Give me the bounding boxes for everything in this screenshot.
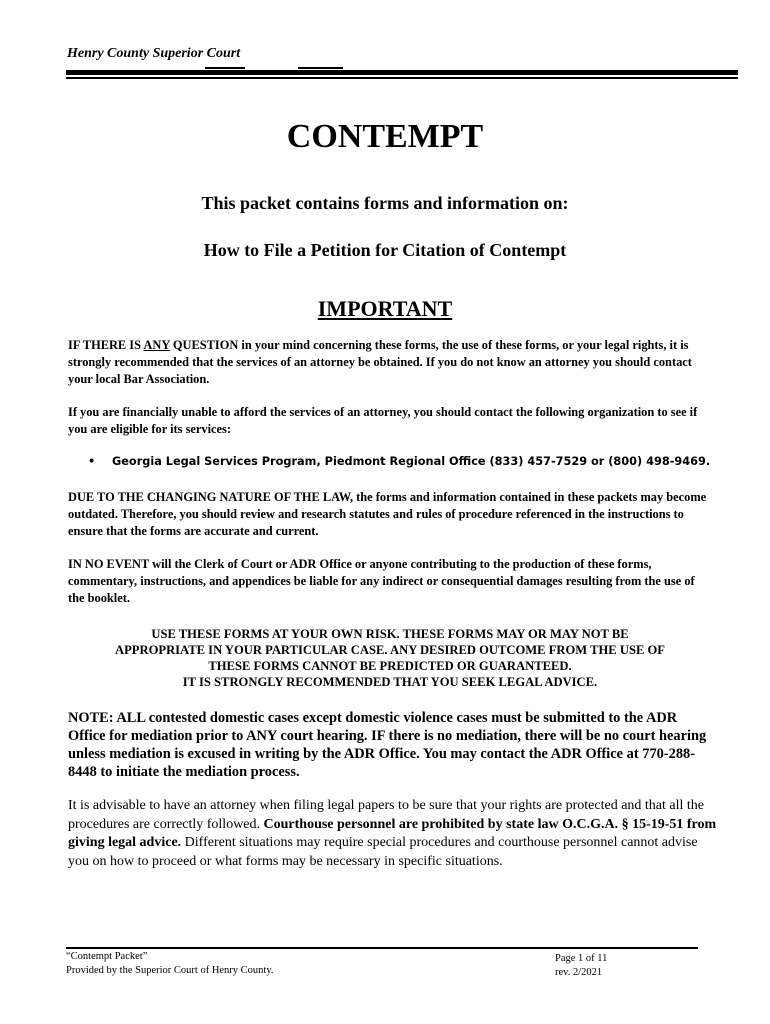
footer-packet-name: “Contempt Packet” — [66, 951, 148, 962]
header-rule-thick — [66, 70, 738, 75]
footer-provider: Provided by the Superior Court of Henry County. — [66, 965, 274, 976]
footer-rule — [66, 947, 698, 949]
warning-line: IT IS STRONGLY RECOMMENDED THAT YOU SEEK LEGAL ADVICE. — [182, 675, 598, 689]
footer-right — [555, 952, 607, 980]
header-rule-thin — [66, 77, 738, 79]
packet-description: This packet contains forms and information on: — [201, 193, 569, 213]
warning-line: APPROPRIATE IN YOUR PARTICULAR CASE. ANY DESIRED OUTCOME FROM THE USE OF — [115, 643, 665, 657]
risk-warning — [60, 626, 720, 690]
footer-left — [66, 950, 274, 978]
attorney-recommendation: IF THERE IS ANY QUESTION in your mind concerning these forms, the use of these forms, or your legal rights, it is strongly recommended that the services of an attorney be obtained. If you do not know an attorney you should contact your local Bar Association. — [68, 338, 692, 386]
page-number: Page 1 of 11 — [555, 953, 608, 964]
legal-services-contact: Georgia Legal Services Program, Piedmont Regional Office (833) 457-7529 or (800) 498-9469. — [112, 455, 711, 468]
list-item — [88, 455, 748, 468]
changing-law-notice: DUE TO THE CHANGING NATURE OF THE LAW, the forms and information contained in these packets may become outdated. Therefore, you should review and research statutes and rules of procedure referenced in the instructions to ensure that the forms are accurate and current. — [68, 490, 707, 538]
mediation-note: NOTE: ALL contested domestic cases except domestic violence cases must be submitted to the ADR Office for mediation prior to ANY court hearing. IF there is no mediation, there will be no court hearing unless mediation is excused in writing by the ADR Office. You may contact the ADR Office at 770-288-8448 to initiate the mediation process. — [68, 710, 707, 780]
header-rule-fragment — [298, 67, 343, 69]
legal-advice-paragraph: It is advisable to have an attorney when filing legal papers to be sure that your rights are protected and that all the procedures are correctly followed. Courthouse personnel are prohibited by state law O.C.G.A. § 15-19-51 from giving legal advice. Different situations may require special procedures and courthouse personnel cannot advise you on how to proceed or what forms may be necessary in specific situations. — [68, 798, 717, 869]
financial-assistance-text: If you are financially unable to afford the services of an attorney, you should contact the following organization to see if you are eligible for its services: — [68, 405, 698, 436]
bullet-icon: • — [88, 455, 96, 468]
revision-date: rev. 2/2021 — [555, 967, 603, 978]
header-court-name: Henry County Superior Court — [67, 46, 241, 61]
warning-line: USE THESE FORMS AT YOUR OWN RISK. THESE FORMS MAY OR MAY NOT BE — [151, 627, 629, 641]
packet-topic: How to File a Petition for Citation of Contempt — [203, 240, 567, 260]
important-heading: IMPORTANT — [317, 296, 453, 321]
warning-line: THESE FORMS CANNOT BE PREDICTED OR GUARANTEED. — [208, 659, 572, 673]
page-title: CONTEMPT — [286, 118, 484, 155]
header-rule-fragment — [205, 67, 245, 69]
liability-disclaimer: IN NO EVENT will the Clerk of Court or ADR Office or anyone contributing to the production of these forms, commentary, instructions, and appendices be liable for any indirect or consequential damages resulting from the use of the booklet. — [68, 557, 695, 605]
